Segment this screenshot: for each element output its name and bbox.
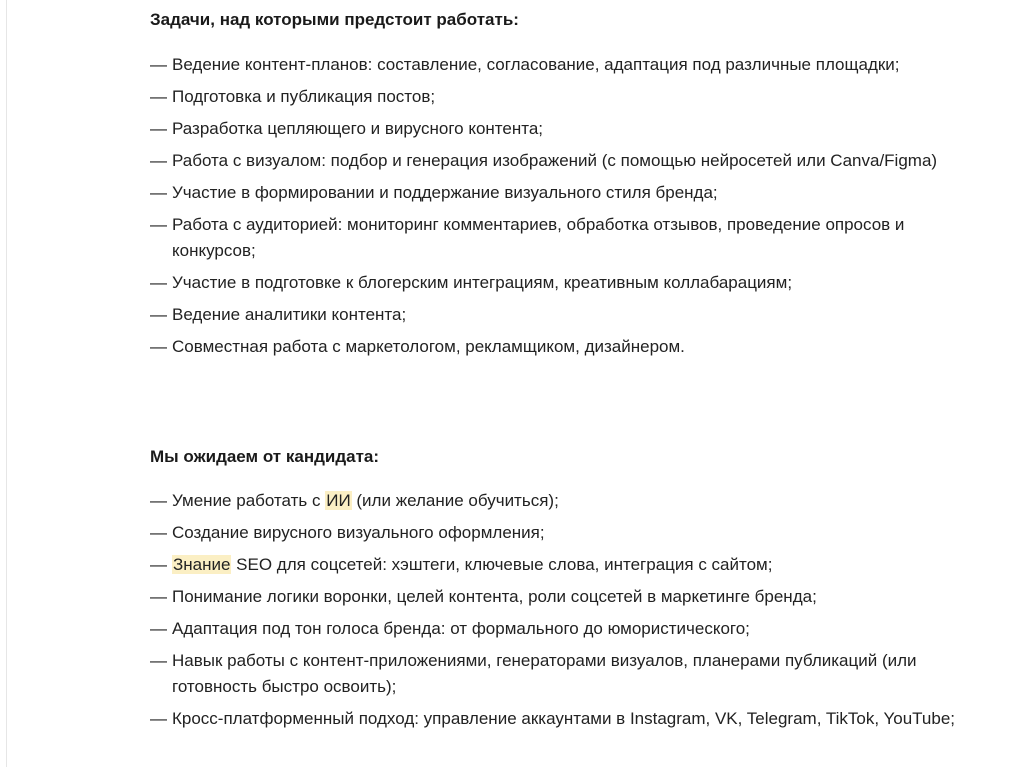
- list-item: [150, 180, 990, 206]
- list-item-text-before: Умение работать с: [172, 491, 326, 510]
- list-item: [150, 520, 990, 546]
- requirements-heading: Мы ожидаем от кандидата:: [150, 447, 380, 466]
- bullet-dash: —: [150, 183, 167, 202]
- list-item-text: Работа с визуалом: подбор и генерация изображений (с помощью нейросетей или Canva/Figma): [172, 151, 938, 170]
- list-item-text: Ведение аналитики контента;: [172, 305, 407, 324]
- bullet-dash: —: [150, 305, 167, 324]
- bullet-dash: —: [150, 215, 167, 234]
- bullet-dash: —: [150, 491, 167, 510]
- list-item: [150, 584, 990, 610]
- list-item: [150, 706, 990, 732]
- list-item-text: Понимание логики воронки, целей контента, роли соцсетей в маркетинге бренда;: [172, 587, 817, 606]
- list-item: [150, 116, 990, 142]
- list-item-text: Разработка цепляющего и вирусного контента;: [172, 119, 544, 138]
- bullet-dash: —: [150, 55, 167, 74]
- list-item-text: Участие в подготовке к блогерским интеграциям, креативным коллабарациям;: [172, 273, 793, 292]
- highlighted-text: Знание: [173, 555, 231, 574]
- tasks-list: [150, 52, 990, 366]
- list-item: [150, 302, 990, 328]
- bullet-dash: —: [150, 337, 167, 356]
- list-item: [150, 148, 990, 174]
- bullet-dash: —: [150, 119, 167, 138]
- bullet-dash: —: [150, 619, 167, 638]
- list-item-text: Участие в формировании и поддержание визуального стиля бренда;: [172, 183, 718, 202]
- list-item: [150, 84, 990, 110]
- list-item: [150, 648, 990, 700]
- list-item-text-after: (или желание обучиться);: [351, 491, 559, 510]
- highlighted-text: ИИ: [326, 491, 351, 510]
- bullet-dash: —: [150, 273, 167, 292]
- tasks-heading: Задачи, над которыми предстоит работать:: [150, 10, 519, 29]
- list-item-text: Совместная работа с маркетологом, рекламщиком, дизайнером.: [172, 337, 685, 356]
- bullet-dash: —: [150, 709, 167, 728]
- list-item: [150, 334, 990, 360]
- bullet-dash: —: [150, 587, 167, 606]
- list-item-text: Адаптация под тон голоса бренда: от формального до юмористического;: [172, 619, 750, 638]
- list-item: [150, 212, 990, 264]
- list-item: [150, 552, 990, 578]
- list-item-text: Ведение контент-планов: составление, согласование, адаптация под различные площадки;: [172, 55, 900, 74]
- page-left-border: [6, 0, 7, 767]
- list-item-text: Навык работы с контент-приложениями, генераторами визуалов, планерами публикаций (или готовность быстро освоить);: [172, 651, 917, 696]
- list-item-text: Кросс-платформенный подход: управление аккаунтами в Instagram, VK, Telegram, TikTok, YouTube;: [172, 709, 955, 728]
- list-item-text: Работа с аудиторией: мониторинг комментариев, обработка отзывов, проведение опросов и конкурсов;: [172, 215, 905, 260]
- bullet-dash: —: [150, 523, 167, 542]
- bullet-dash: —: [150, 87, 167, 106]
- list-item: [150, 52, 990, 78]
- list-item: [150, 488, 990, 514]
- requirements-list: [150, 488, 990, 738]
- list-item-text-after: SEO для соцсетей: хэштеги, ключевые слова, интеграция с сайтом;: [231, 555, 773, 574]
- list-item-text: Подготовка и публикация постов;: [172, 87, 436, 106]
- list-item: [150, 270, 990, 296]
- bullet-dash: —: [150, 151, 167, 170]
- bullet-dash: —: [150, 651, 167, 670]
- bullet-dash: —: [150, 555, 167, 574]
- list-item: [150, 616, 990, 642]
- list-item-text: Создание вирусного визуального оформления;: [172, 523, 545, 542]
